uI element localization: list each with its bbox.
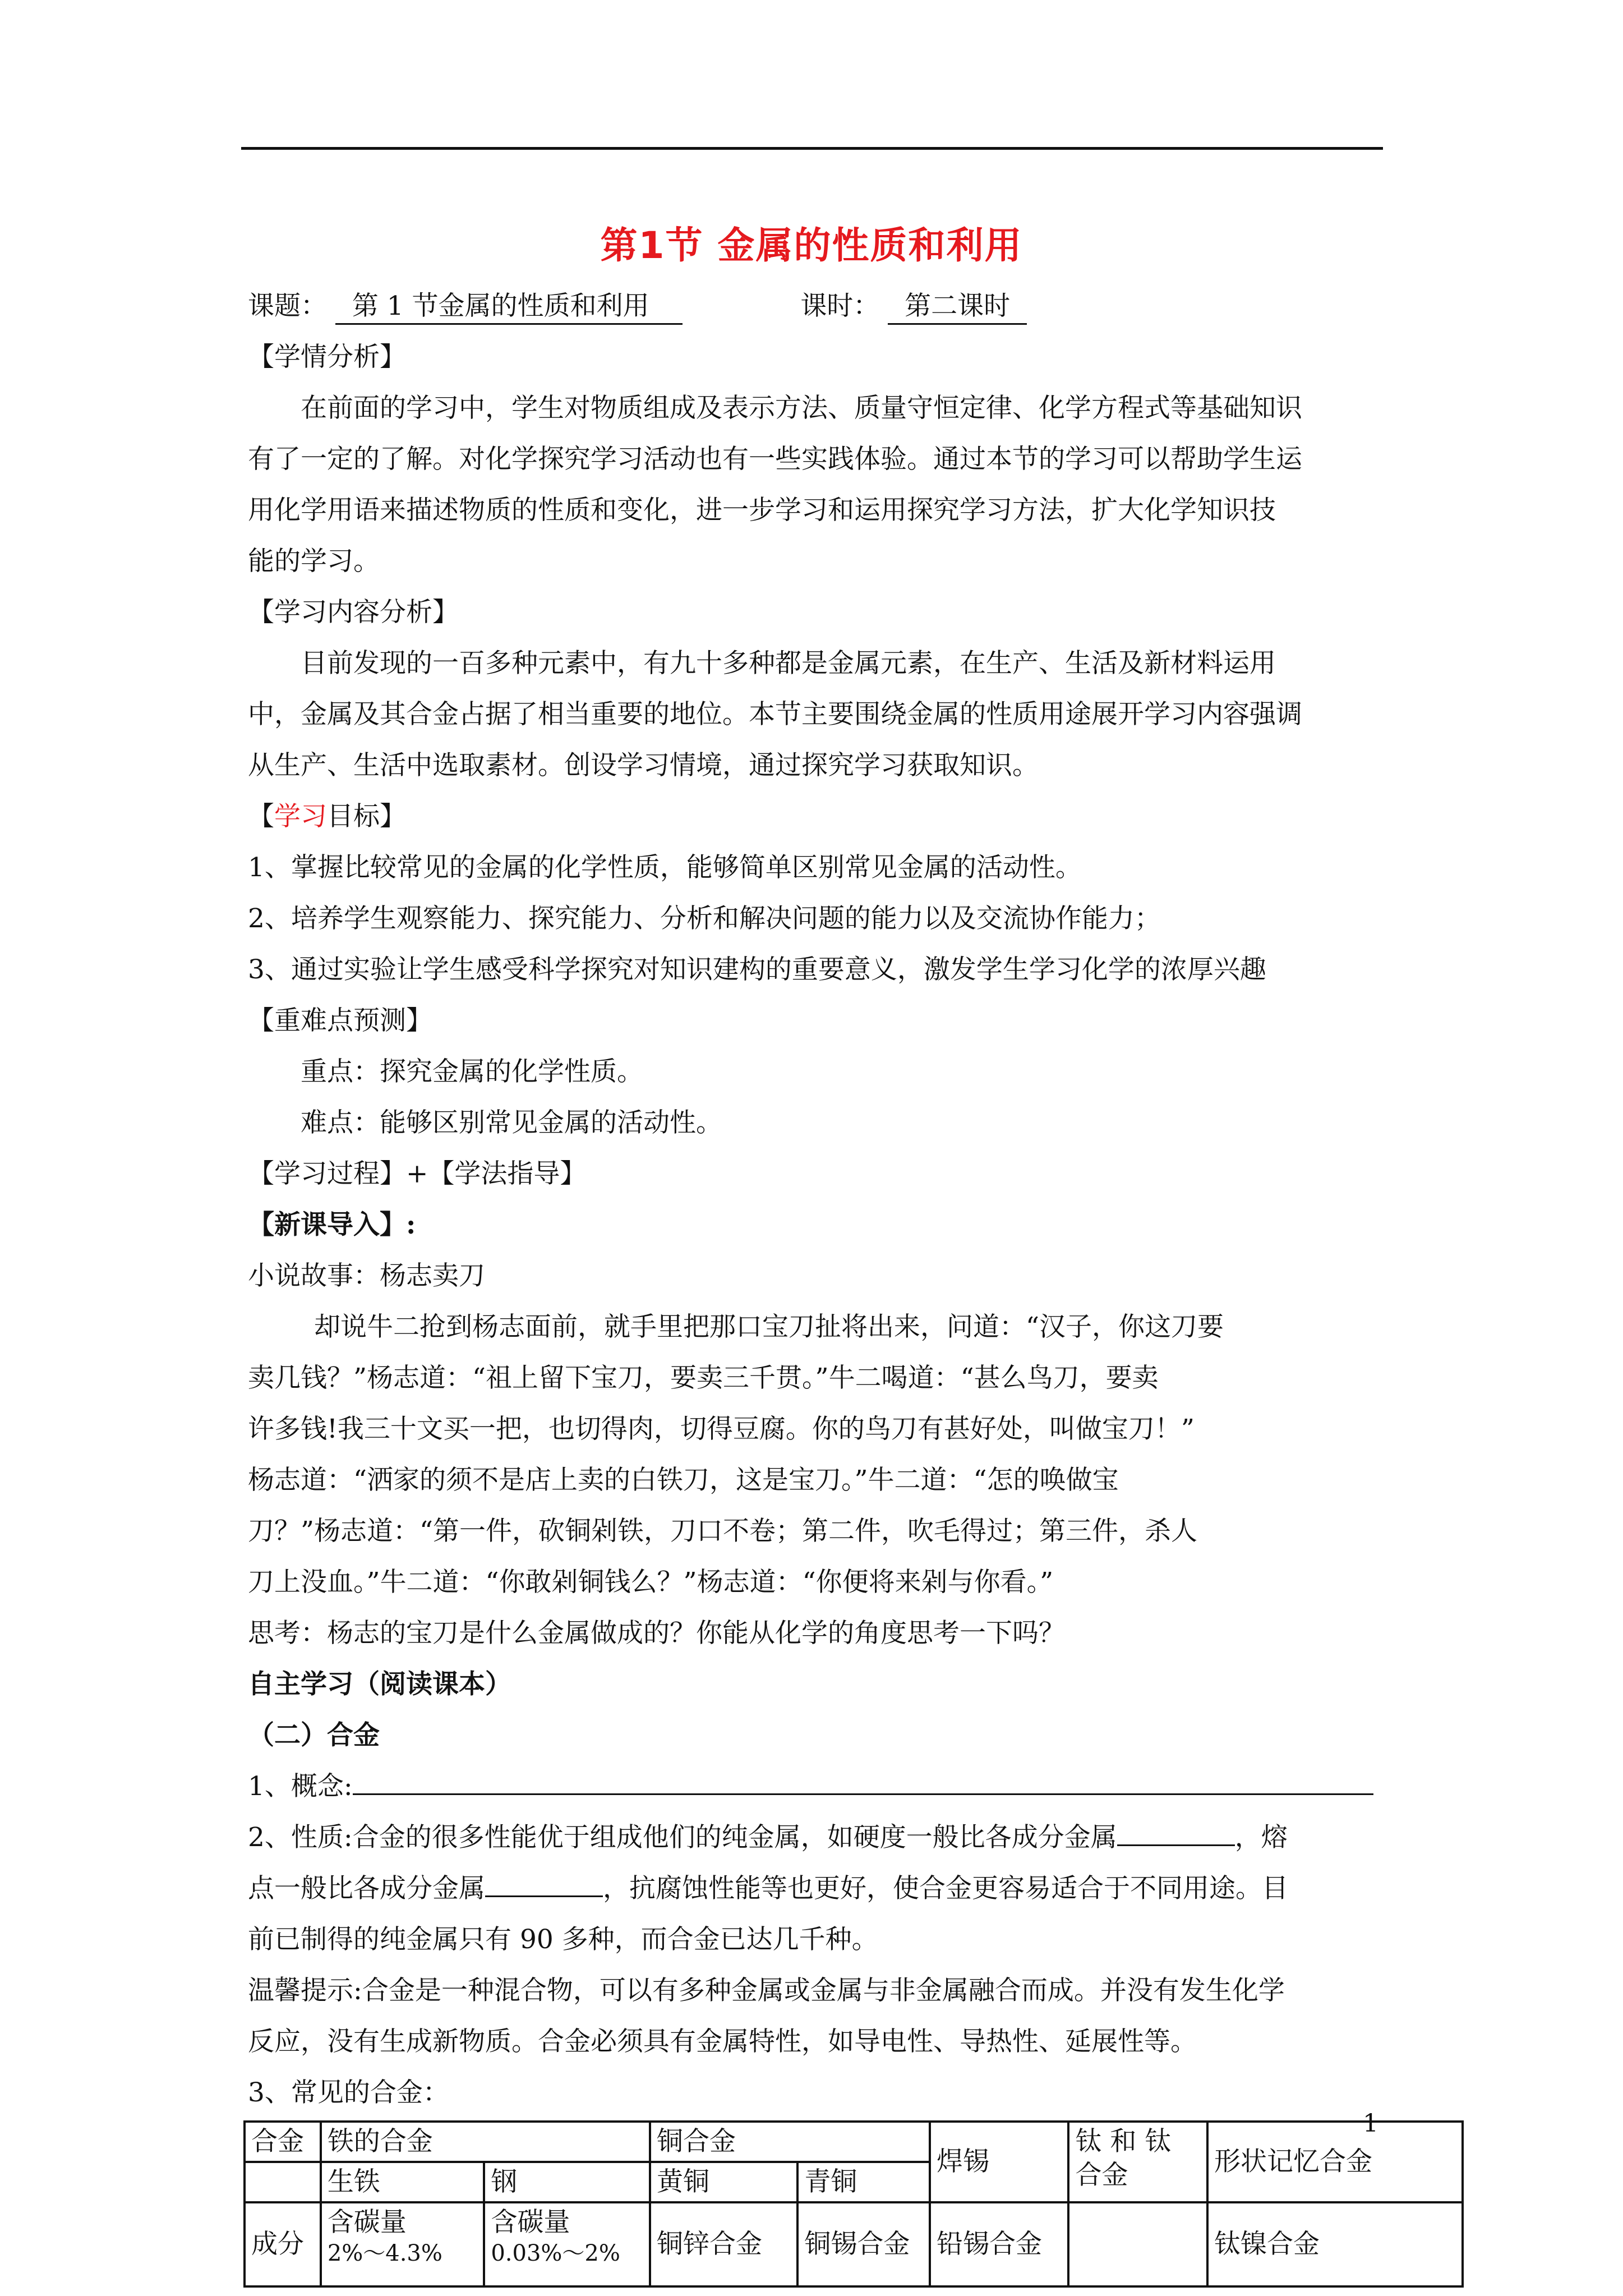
table-cell-titanium (1068, 2202, 1207, 2286)
property-line: 2、性质:合金的很多性能优于组成他们的纯金属，如硬度一般比各成分金属 ，熔 (248, 1822, 1288, 1853)
document-body (248, 280, 1383, 2288)
situation-heading: 【学情分析】 (248, 342, 406, 372)
lesson-header (248, 280, 1383, 332)
content-line: 中，金属及其合金占据了相当重要的地位。本节主要围绕金属的性质用途展开学习内容强调 (248, 699, 1302, 730)
story-line: 却说牛二抢到杨志面前，就手里把那口宝刀扯将出来，问道：“汉子，你这刀要 (314, 1312, 1224, 1342)
process-heading: 【学习过程】+【学法指导】 (248, 1158, 587, 1189)
content-line: 目前发现的一百多种元素中，有九十多种都是金属元素，在生产、生活及新材料运用 (301, 648, 1276, 679)
header-rule (241, 147, 1383, 150)
table-cell-steel: 含碳量 0.03%～2% (484, 2202, 650, 2286)
table-sub-brass: 黄铜 (650, 2162, 797, 2202)
period-label: 课时： (800, 291, 880, 321)
table-cell-brass: 铜锌合金 (650, 2202, 797, 2286)
table-header-alloy: 合金 (245, 2122, 321, 2162)
topic-value: 第 1 节金属的性质和利用 (335, 289, 683, 325)
alloy-table (243, 2120, 1464, 2288)
story-line: 刀上没血。”牛二道：“你敢剁铜钱么？”杨志道：“你便将来剁与你看。” (248, 1567, 1054, 1598)
table-header-titanium: 钛 和 钛 合金 (1068, 2122, 1207, 2202)
concept-line: 1、概念: (248, 1761, 1383, 1812)
situation-line: 在前面的学习中，学生对物质组成及表示方法、质量守恒定律、化学方程式等基础知识 (301, 393, 1302, 424)
content-line: 从生产、生活中选取素材。创设学习情境，通过探究学习获取知识。 (248, 750, 1039, 781)
story-title: 小说故事：杨志卖刀 (248, 1260, 485, 1291)
concept-blank[interactable] (353, 1771, 1373, 1795)
alloy-heading: （二）合金 (248, 1720, 380, 1751)
self-study-heading: 自主学习（阅读课本） (248, 1669, 511, 1700)
period-value: 第二课时 (888, 289, 1027, 325)
table-cell-shape-memory: 钛镍合金 (1207, 2202, 1463, 2286)
story-line: 刀？”杨志道：“第一件，砍铜剁铁，刀口不卷；第二件，吹毛得过；第三件，杀人 (248, 1516, 1198, 1547)
table-header-shape-memory: 形状记忆合金 (1207, 2122, 1463, 2202)
table-cell-pig-iron: 含碳量 2%～4.3% (321, 2202, 485, 2286)
property-line: 前已制得的纯金属只有 90 多种，而合金已达几千种。 (248, 1924, 878, 1955)
difficult-point: 难点：能够区别常见金属的活动性。 (301, 1107, 722, 1138)
goal-item: 1、掌握比较常见的金属的化学性质，能够简单区别常见金属的活动性。 (248, 852, 1082, 883)
page-title: 第1节 金属的性质和利用 (600, 224, 1023, 267)
story-line: 许多钱!我三十文买一把，也切得肉，切得豆腐。你的鸟刀有甚好处，叫做宝刀！” (248, 1414, 1195, 1444)
hardness-blank[interactable] (1117, 1822, 1235, 1846)
melting-point-blank[interactable] (485, 1873, 603, 1897)
page-number: 1 (1363, 2109, 1378, 2138)
table-sub-bronze: 青铜 (797, 2162, 930, 2202)
key-point: 重点：探究金属的化学性质。 (301, 1056, 643, 1087)
table-empty-cell (245, 2162, 321, 2202)
goal-heading: 【学习目标】 (248, 801, 406, 832)
table-sub-pig-iron: 生铁 (321, 2162, 485, 2202)
table-cell-bronze: 铜锡合金 (797, 2202, 930, 2286)
tip-line: 温馨提示:合金是一种混合物，可以有多种金属或金属与非金属融合而成。并没有发生化学 (248, 1975, 1285, 2006)
table-header-iron: 铁的合金 (321, 2122, 650, 2162)
topic-label: 课题： (248, 291, 327, 321)
table-header-copper: 铜合金 (650, 2122, 930, 2162)
key-heading: 【重难点预测】 (248, 1005, 432, 1036)
goal-item: 3、通过实验让学生感受科学探究对知识建构的重要意义，激发学生学习化学的浓厚兴趣 (248, 954, 1266, 985)
table-sub-steel: 钢 (484, 2162, 650, 2202)
goal-item: 2、培养学生观察能力、探究能力、分析和解决问题的能力以及交流协作能力； (248, 903, 1161, 934)
situation-line: 用化学用语来描述物质的性质和变化，进一步学习和运用探究学习方法，扩大化学知识技 (248, 495, 1276, 526)
situation-line: 有了一定的了解。对化学探究学习活动也有一些实践体验。通过本节的学习可以帮助学生运 (248, 444, 1302, 475)
intro-heading: 【新课导入】: (248, 1209, 416, 1240)
property-line: 点一般比各成分金属 ，抗腐蚀性能等也更好，使合金更容易适合于不同用途。目 (248, 1873, 1288, 1904)
table-header-solder: 焊锡 (930, 2122, 1069, 2202)
common-alloys-label: 3、常见的合金： (248, 2077, 449, 2108)
tip-line: 反应，没有生成新物质。合金必须具有金属特性，如导电性、导热性、延展性等。 (248, 2026, 1197, 2057)
story-line: 卖几钱？”杨志道：“祖上留下宝刀，要卖三千贯。”牛二喝道：“甚么鸟刀，要卖 (248, 1363, 1159, 1393)
situation-line: 能的学习。 (248, 546, 380, 577)
table-cell-solder: 铅锡合金 (930, 2202, 1069, 2286)
think-question: 思考：杨志的宝刀是什么金属做成的？你能从化学的角度思考一下吗？ (248, 1618, 1065, 1649)
content-heading: 【学习内容分析】 (248, 597, 459, 628)
story-line: 杨志道：“洒家的须不是店上卖的白铁刀，这是宝刀。”牛二道：“怎的唤做宝 (248, 1465, 1119, 1496)
table-row-label: 成分 (245, 2202, 321, 2286)
